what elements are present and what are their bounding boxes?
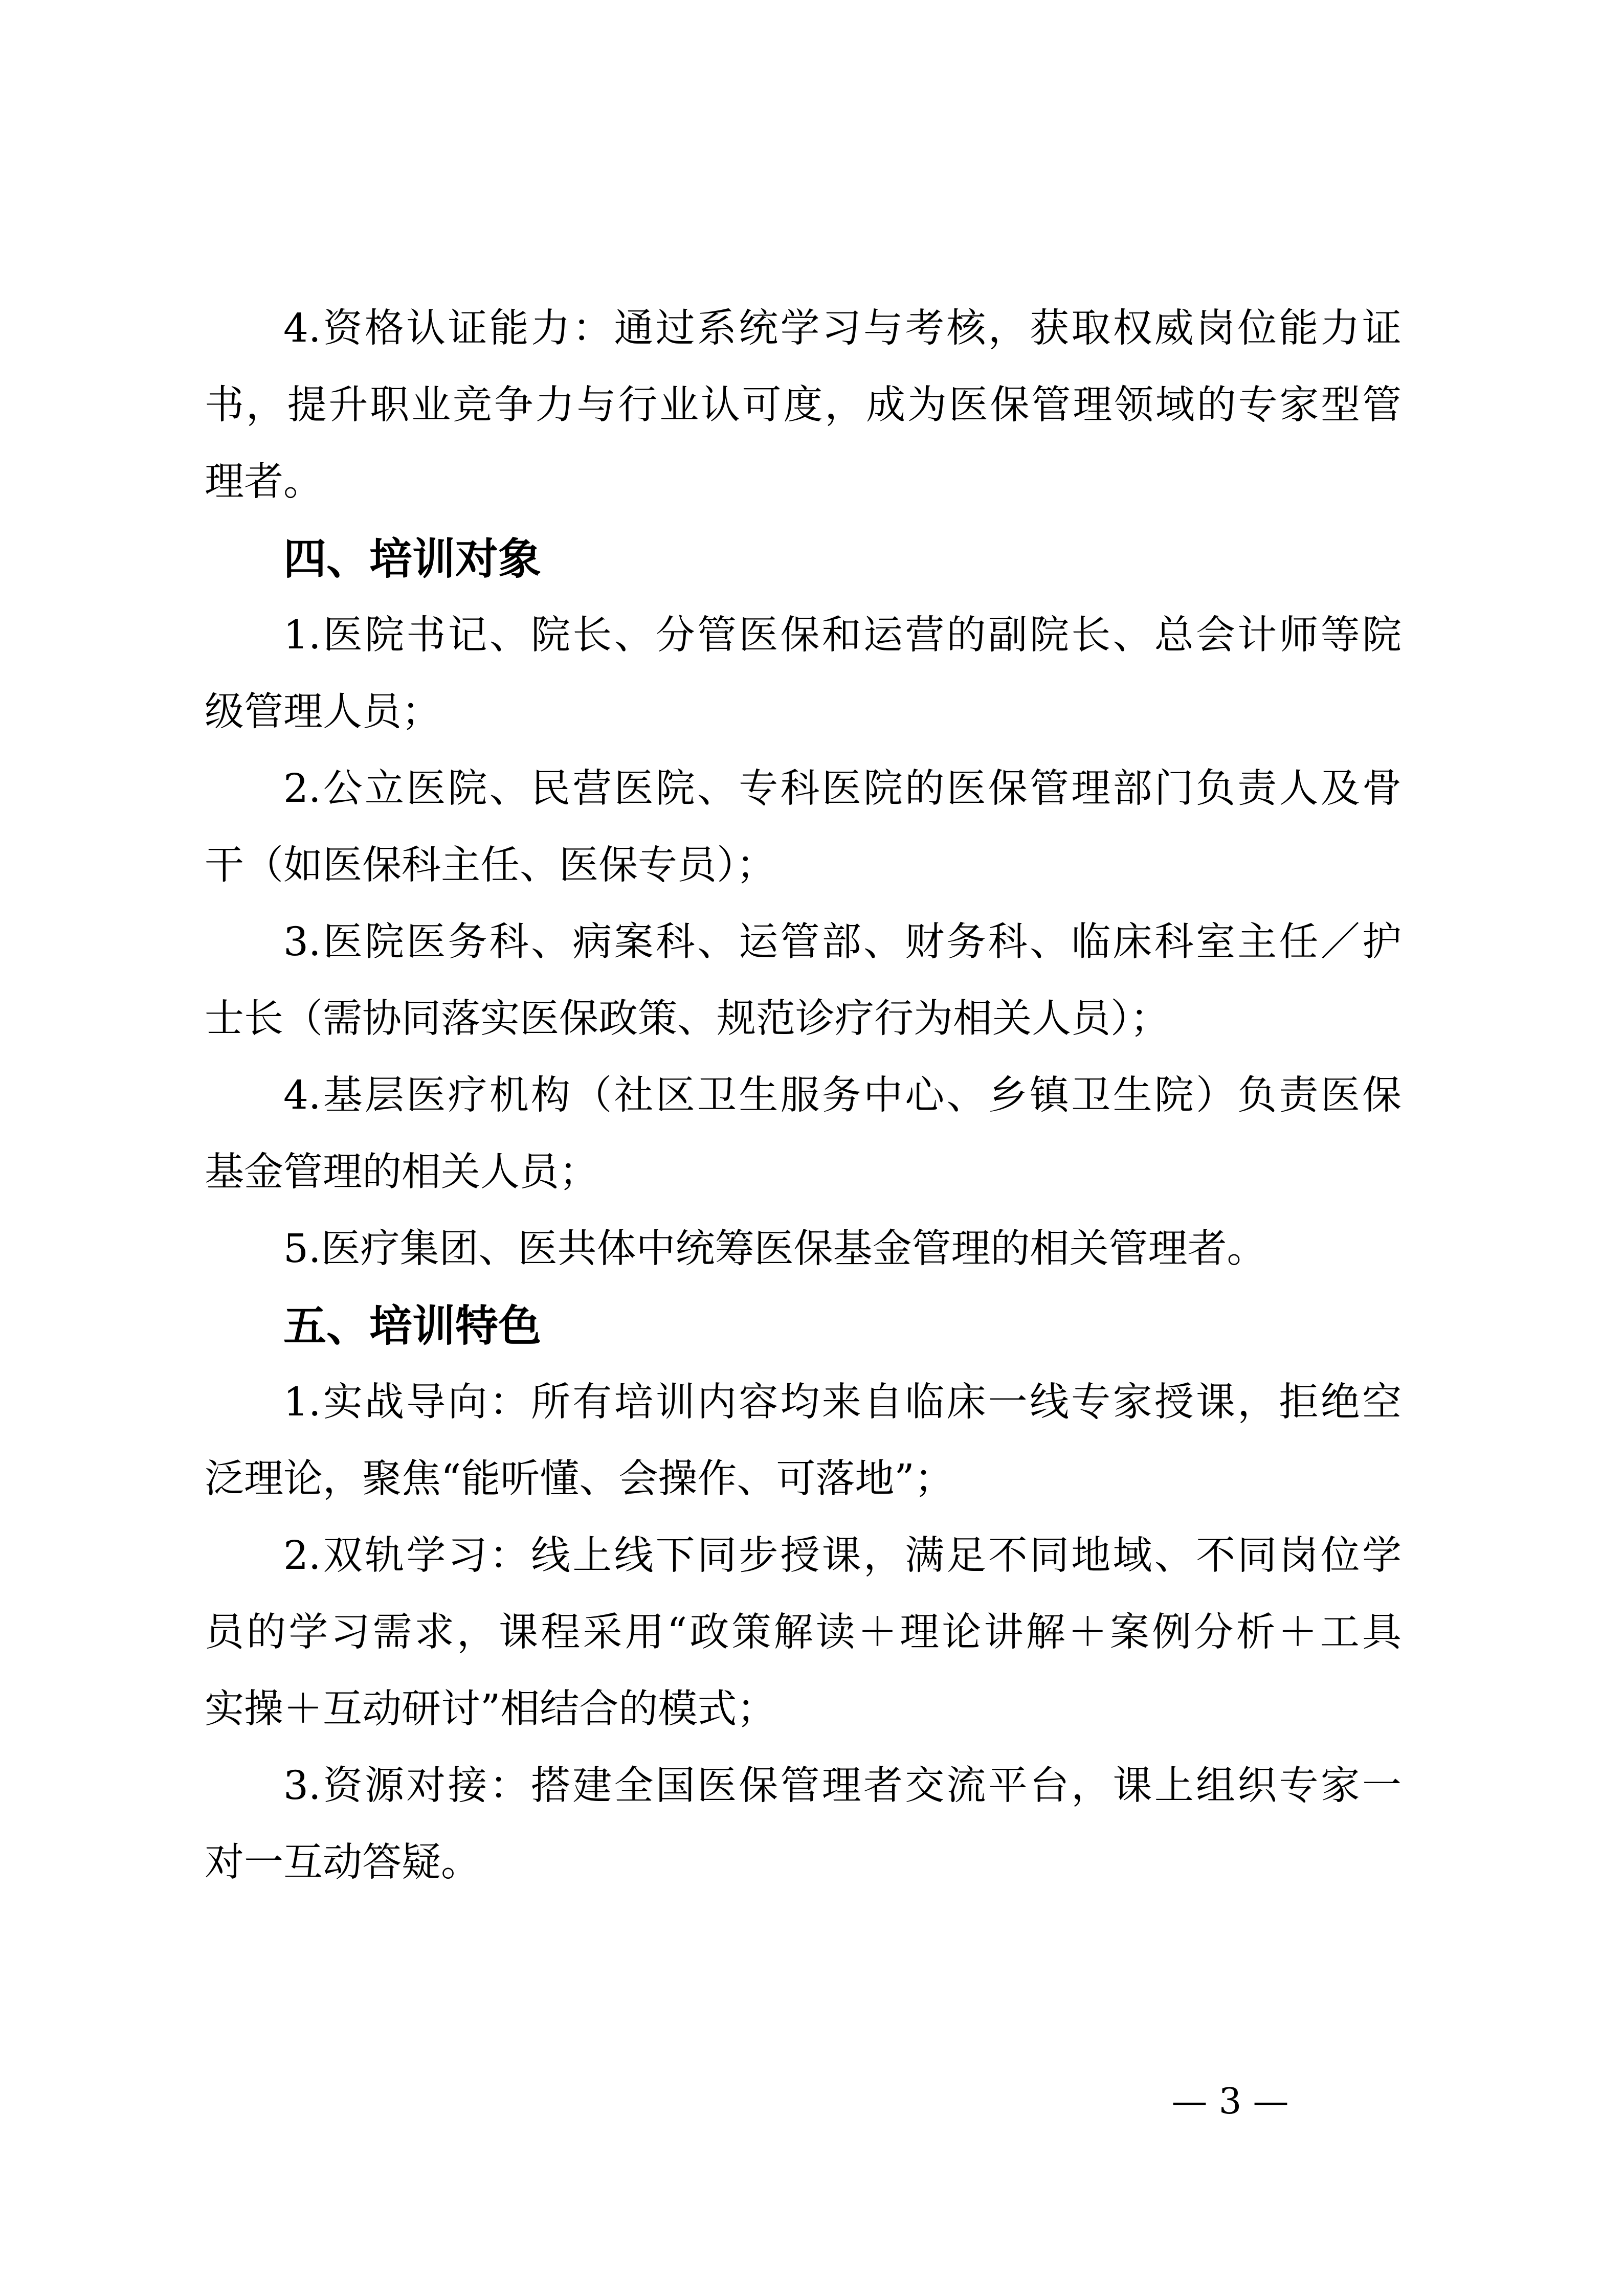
text-line: 级管理人员； [205, 689, 441, 735]
text-line: 2.公立医院、民营医院、专科医院的医保管理部门负责人及骨 [283, 766, 1401, 812]
section-heading: 四、培训对象 [283, 534, 542, 584]
text-line: 3.医院医务科、病案科、运管部、财务科、临床科室主任／护 [283, 919, 1401, 965]
text-line: 3.资源对接：搭建全国医保管理者交流平台，课上组织专家一 [283, 1763, 1401, 1809]
text-line: 理者。 [205, 459, 323, 505]
text-line: 对一互动答疑。 [205, 1840, 480, 1885]
text-line: 1.实战导向：所有培训内容均来自临床一线专家授课，拒绝空 [283, 1380, 1401, 1425]
text-line: 基金管理的相关人员； [205, 1150, 598, 1195]
text-line: 4.基层医疗机构（社区卫生服务中心、乡镇卫生院）负责医保 [283, 1073, 1401, 1118]
text-line: 2.双轨学习：线上线下同步授课，满足不同地域、不同岗位学 [283, 1533, 1401, 1579]
text-line: 实操＋互动研讨”相结合的模式； [205, 1686, 776, 1732]
text-line: 5.医疗集团、医共体中统筹医保基金管理的相关管理者。 [283, 1226, 1266, 1272]
page-number: — 3 — [1171, 2080, 1289, 2122]
text-line: 4.资格认证能力：通过系统学习与考核，获取权威岗位能力证 [283, 306, 1401, 351]
document-body [205, 290, 1401, 1901]
text-line: 1.医院书记、院长、分管医保和运营的副院长、总会计师等院 [283, 613, 1401, 658]
text-line: 书，提升职业竞争力与行业认可度，成为医保管理领域的专家型管 [205, 382, 1401, 428]
text-line: 干（如医保科主任、医保专员）； [205, 843, 776, 888]
text-line: 员的学习需求，课程采用“政策解读＋理论讲解＋案例分析＋工具 [205, 1610, 1401, 1655]
text-line: 士长（需协同落实医保政策、规范诊疗行为相关人员）； [205, 996, 1170, 1042]
section-heading: 五、培训特色 [283, 1301, 542, 1351]
text-line: 泛理论，聚焦“能听懂、会操作、可落地”； [205, 1456, 954, 1502]
